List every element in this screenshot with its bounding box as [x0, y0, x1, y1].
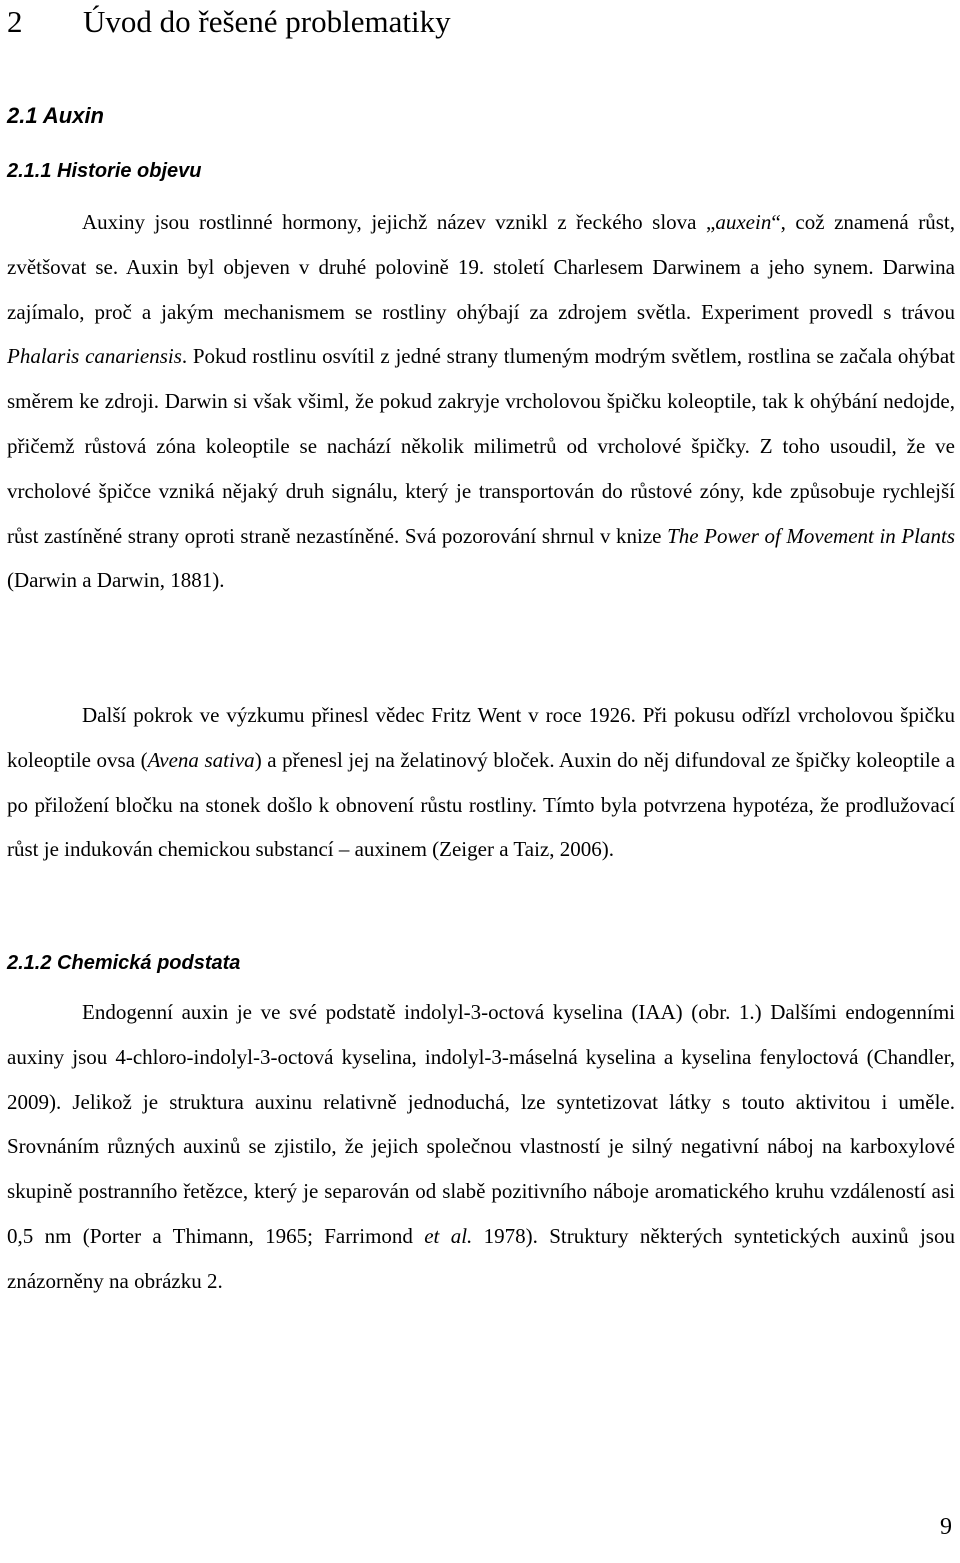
- italic-species: Avena sativa: [147, 747, 255, 772]
- italic-species: Phalaris canariensis: [7, 344, 182, 369]
- paragraph-history-darwin: [7, 200, 955, 603]
- text-run: “, což znamená růst, zvětšovat se. Auxin byl objeven v druhé polovině 19. století Charlesem Darwinem a jeho synem. Darwina zajímalo, proč a jakým mechanismem se rostliny ohýbají za zdrojem světla. Experiment provedl s trávou: [7, 210, 955, 324]
- text-run: Endogenní auxin je ve své podstatě indolyl-3-octová kyselina (IAA) (obr. 1.) Dalšími endogenními auxiny jsou 4-chloro-indolyl-3-octová kyselina, indolyl-3-máselná kyselina a kyselina fenyloctová (Chandler, 2009). Jelikož je struktura auxinu relativně jednoduchá, lze syntetizovat látky s touto aktivitou i uměle. Srovnáním různých auxinů se zjistilo, že jejich společnou vlastností je silný negativní náboj na karboxylové skupině postranního řetězce, který je separován od slabě pozitivního náboje aromatického kruhu vzdáleností asi 0,5 nm (Porter a Thimann, 1965; Farrimond: [7, 1000, 955, 1248]
- italic-et-al: et al.: [424, 1223, 473, 1248]
- subsection-heading-history: 2.1.1 Historie objevu: [7, 160, 202, 182]
- text-run: Další pokrok ve výzkumu přinesl vědec Fritz Went v roce 1926. Při pokusu odřízl vrcholovou špičku koleoptile ovsa (: [7, 703, 955, 772]
- italic-term: auxein: [715, 210, 772, 234]
- chapter-number: 2: [7, 4, 23, 39]
- paragraph-history-went: [7, 693, 955, 872]
- text-run: . Pokud rostlinu osvítil z jedné strany tlumeným modrým světlem, rostlina se začala ohýbat směrem ke zdroji. Darwin si však všiml, že pokud zakryje vrcholovou špičku koleoptile, tak k ohýbání nedojde, přičemž růstová zóna koleoptile se nachází několik milimetrů od vrcholové špičky. Z toho usoudil, že ve vrcholové špičce vzniká nějaký druh signálu, který je transportován do růstové zóny, kde způsobuje rychlejší růst zastíněné strany oproti straně nezastíněné. Svá pozorování shrnul v knize: [7, 344, 955, 548]
- chapter-heading: [7, 2, 451, 42]
- text-run: (Darwin a Darwin, 1881).: [7, 568, 225, 593]
- page-number: 9: [940, 1514, 952, 1540]
- paragraph-chemistry: [7, 990, 955, 1304]
- text-run: Auxiny jsou rostlinné hormony, jejichž název vznikl z řeckého slova „: [82, 210, 716, 234]
- chapter-title: Úvod do řešené problematiky: [83, 4, 451, 39]
- italic-book-title: The Power of Movement in Plants: [667, 523, 956, 548]
- subsection-heading-chemistry: 2.1.2 Chemická podstata: [7, 952, 241, 974]
- text-run: 1978). Struktury některých syntetických auxinů jsou znázorněny na obrázku 2.: [7, 1223, 955, 1293]
- text-run: ) a přenesl jej na želatinový bloček. Auxin do něj difundoval ze špičky koleoptile a po přiložení bločku na stonek došlo k obnovení růstu rostliny. Tímto byla potvrzena hypotéza, že prodlužovací růst je indukován chemickou substancí – auxinem (Zeiger a Taiz, 2006).: [7, 747, 955, 862]
- section-heading: 2.1 Auxin: [7, 103, 104, 128]
